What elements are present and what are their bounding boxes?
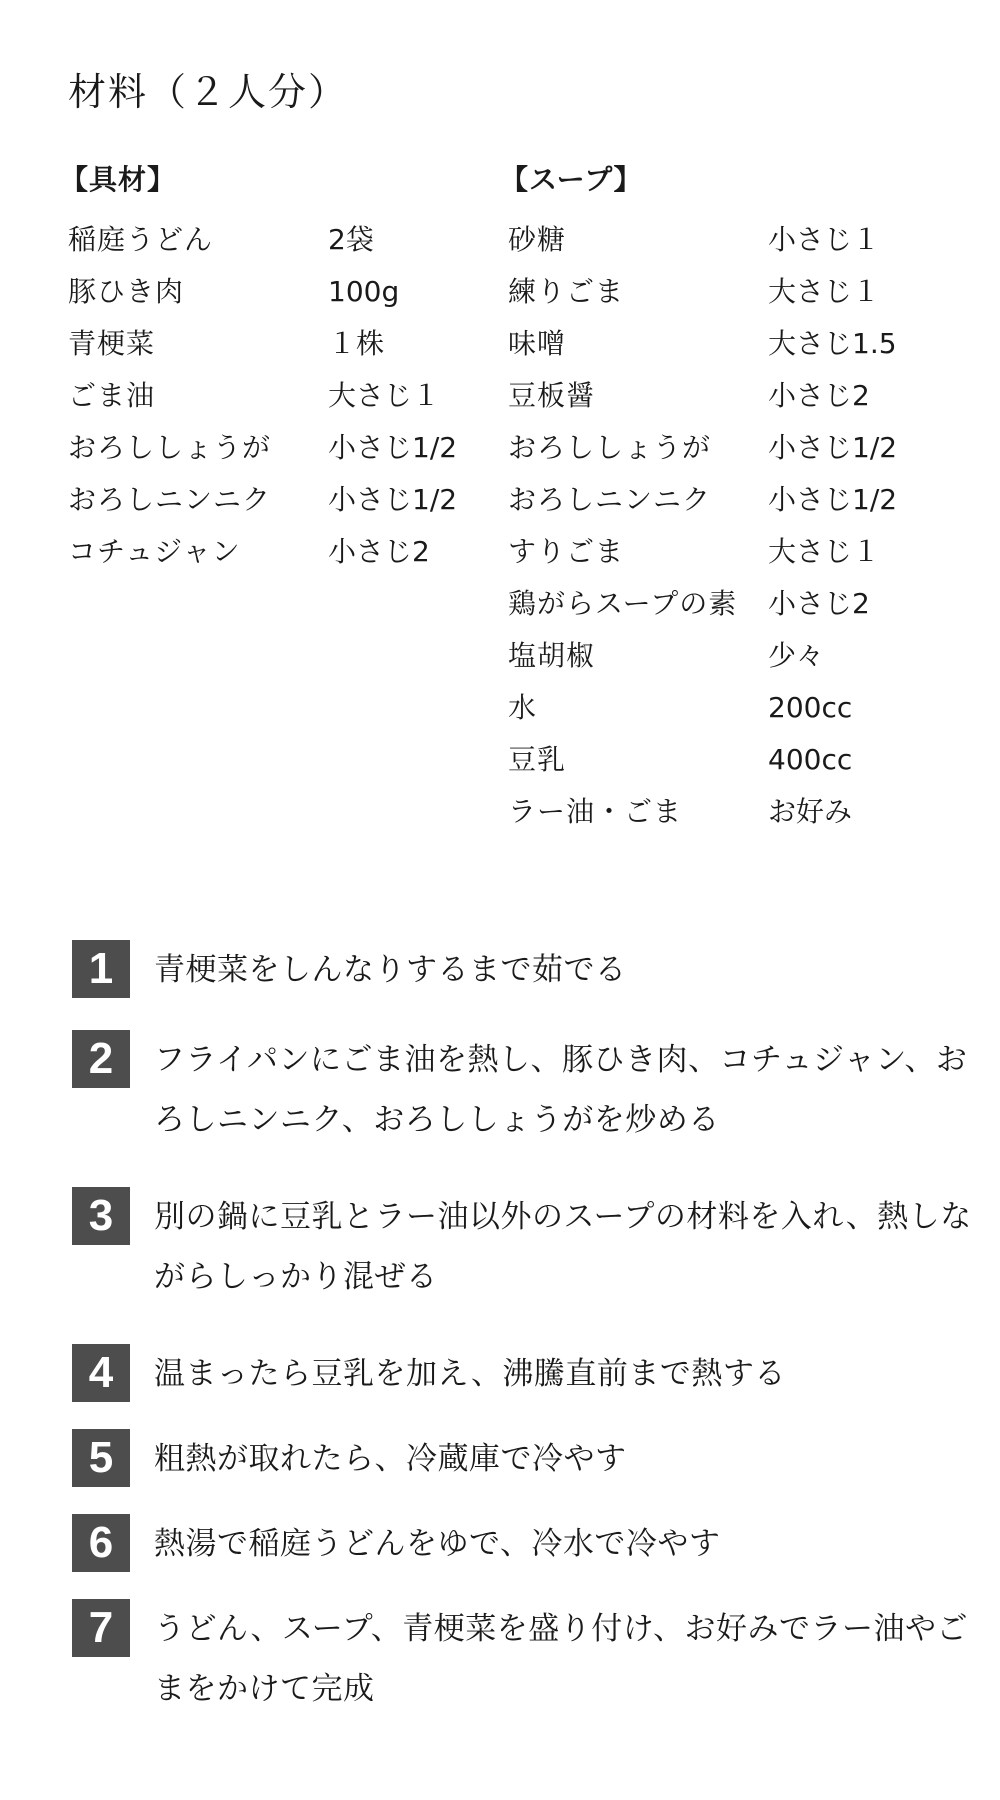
step-number-badge: 3 xyxy=(72,1187,130,1245)
soup-ingredient-amount: 大さじ1.5 xyxy=(768,327,897,360)
step-text: 粗熱が取れたら、冷蔵庫で冷やす xyxy=(154,1441,627,1477)
soup-ingredient-name: 豆板醤 xyxy=(508,379,596,412)
soup-row xyxy=(500,786,930,838)
page-title: 材料（２人分） xyxy=(68,70,349,114)
ingredient-row xyxy=(60,474,490,526)
ingredient-name: 青梗菜 xyxy=(68,327,156,360)
step-text: 青梗菜をしんなりするまで茹でる xyxy=(154,952,627,988)
step-item xyxy=(72,1187,972,1307)
step-text: うどん、スープ、青梗菜を盛り付け、お好みでラー油やごまをかけて完成 xyxy=(154,1611,969,1707)
ingredient-name: 豚ひき肉 xyxy=(68,275,185,308)
ingredient-row xyxy=(60,526,490,578)
step-number-badge: 7 xyxy=(72,1599,130,1657)
soup-ingredient-name: おろしニンニク xyxy=(508,483,712,516)
step-item xyxy=(72,1344,972,1404)
soup-row xyxy=(500,318,930,370)
step-item xyxy=(72,1030,972,1150)
soup-ingredient-amount: 400cc xyxy=(768,743,853,776)
step-number-badge: 4 xyxy=(72,1344,130,1402)
ingredient-name: おろししょうが xyxy=(68,431,272,464)
soup-ingredient-name: 豆乳 xyxy=(508,743,567,776)
step-item xyxy=(72,940,972,1000)
soup-ingredient-amount: 200cc xyxy=(768,691,853,724)
soup-row xyxy=(500,266,930,318)
ingredient-amount: 大さじ１ xyxy=(328,379,441,412)
soup-row xyxy=(500,526,930,578)
ingredients-header: 【具材】 xyxy=(60,163,177,196)
soup-ingredient-amount: 小さじ１ xyxy=(768,223,881,256)
soup-ingredient-amount: 小さじ2 xyxy=(768,587,870,620)
ingredient-row xyxy=(60,422,490,474)
soup-row xyxy=(500,214,930,266)
step-text: 熱湯で稲庭うどんをゆで、冷水で冷やす xyxy=(154,1526,721,1562)
soup-header: 【スープ】 xyxy=(500,163,643,196)
soup-ingredient-name: 味噌 xyxy=(508,327,567,360)
soup-row xyxy=(500,682,930,734)
ingredient-amount: 小さじ2 xyxy=(328,535,430,568)
soup-ingredient-name: 鶏がらスープの素 xyxy=(508,587,738,620)
ingredient-amount: 100g xyxy=(328,275,400,308)
soup-ingredient-amount: 小さじ2 xyxy=(768,379,870,412)
soup-row xyxy=(500,630,930,682)
step-text: 別の鍋に豆乳とラー油以外のスープの材料を入れ、熱しながらしっかり混ぜる xyxy=(154,1199,972,1295)
step-text: フライパンにごま油を熱し、豚ひき肉、コチュジャン、おろしニンニク、おろししょうがを炒める xyxy=(154,1042,968,1138)
instruction-steps xyxy=(72,940,972,1719)
ingredient-amount: 小さじ1/2 xyxy=(328,431,458,464)
soup-ingredient-amount: 小さじ1/2 xyxy=(768,483,898,516)
soup-ingredient-name: 練りごま xyxy=(508,275,625,308)
soup-column xyxy=(500,160,930,838)
soup-row xyxy=(500,578,930,630)
step-item xyxy=(72,1429,972,1489)
ingredient-amount: 小さじ1/2 xyxy=(328,483,458,516)
ingredients-column xyxy=(60,160,490,578)
soup-row xyxy=(500,734,930,786)
soup-ingredient-amount: 大さじ１ xyxy=(768,275,881,308)
step-number-badge: 1 xyxy=(72,940,130,998)
soup-ingredient-amount: 大さじ１ xyxy=(768,535,881,568)
soup-ingredient-name: ラー油・ごま xyxy=(508,795,683,828)
soup-ingredient-amount: 小さじ1/2 xyxy=(768,431,898,464)
soup-list xyxy=(500,214,930,838)
ingredient-name: おろしニンニク xyxy=(68,483,272,516)
step-text: 温まったら豆乳を加え、沸騰直前まで熱する xyxy=(154,1356,786,1392)
step-number-badge: 2 xyxy=(72,1030,130,1088)
step-item xyxy=(72,1514,972,1574)
ingredient-name: コチュジャン xyxy=(68,535,241,568)
soup-ingredient-name: 砂糖 xyxy=(508,223,567,256)
soup-ingredient-amount: 少々 xyxy=(768,639,825,672)
ingredient-row xyxy=(60,318,490,370)
soup-ingredient-name: 塩胡椒 xyxy=(508,639,596,672)
ingredient-row xyxy=(60,214,490,266)
ingredient-amount: 2袋 xyxy=(328,223,374,256)
step-number-badge: 5 xyxy=(72,1429,130,1487)
soup-ingredient-name: 水 xyxy=(508,691,538,724)
soup-ingredient-amount: お好み xyxy=(768,795,853,828)
step-number-badge: 6 xyxy=(72,1514,130,1572)
ingredient-name: 稲庭うどん xyxy=(68,223,214,256)
step-item xyxy=(72,1599,972,1719)
ingredient-name: ごま油 xyxy=(68,379,156,412)
soup-row xyxy=(500,422,930,474)
soup-ingredient-name: おろししょうが xyxy=(508,431,712,464)
soup-row xyxy=(500,370,930,422)
ingredient-row xyxy=(60,266,490,318)
ingredients-list xyxy=(60,214,490,578)
ingredient-amount: １株 xyxy=(328,327,385,360)
soup-ingredient-name: すりごま xyxy=(508,535,625,568)
ingredient-row xyxy=(60,370,490,422)
soup-row xyxy=(500,474,930,526)
